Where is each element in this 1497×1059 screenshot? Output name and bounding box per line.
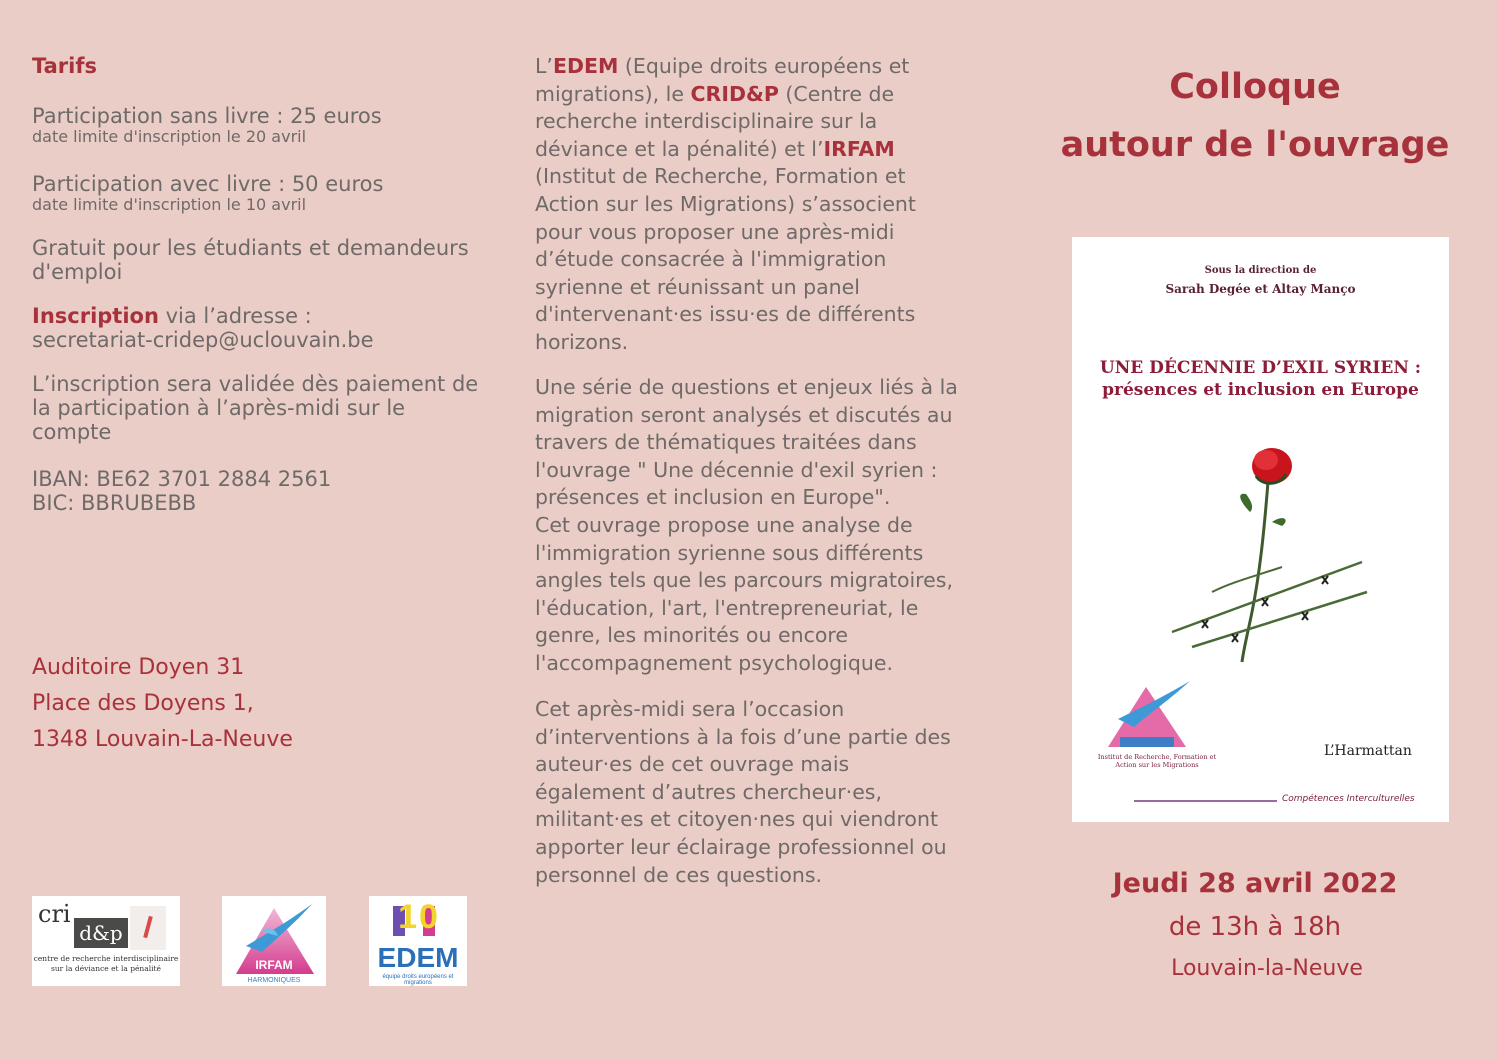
validation-line-1: L’inscription sera validée dès paiement de xyxy=(32,372,479,396)
registration-email[interactable]: secretariat-cridep@uclouvain.be xyxy=(32,328,374,352)
address-line-2: Place des Doyens 1, xyxy=(32,691,254,716)
themes-paragraph xyxy=(535,374,965,678)
inscription-text: via l’adresse : xyxy=(158,304,312,328)
cover-direction: Sous la direction de xyxy=(1204,265,1317,276)
price-without-book: Participation sans livre : 25 euros xyxy=(32,104,382,128)
cridep-logo-top: cri xyxy=(38,900,71,928)
edem-logo xyxy=(369,896,467,986)
inscription-label: Inscription xyxy=(32,304,159,328)
book-analysis-text: Cet ouvrage propose une analyse de l'immigration syrienne sous différents angles tels que les parcours migratoires, l'éducation, l'art, l'entrepreneuriat, le genre, les minorités ou encore l'accompagnement psychologique. xyxy=(535,512,953,675)
book-cover xyxy=(1072,237,1449,822)
price-without-book-deadline: date limite d'inscription le 20 avril xyxy=(32,127,307,146)
irfam-logo-sub: HARMONIQUES xyxy=(247,977,301,984)
address-line-1: Auditoire Doyen 31 xyxy=(32,655,245,680)
iban: IBAN: BE62 3701 2884 2561 xyxy=(32,467,332,491)
cover-collection: Compétences Interculturelles xyxy=(1282,794,1415,804)
event-title-line-2: autour de l'ouvrage xyxy=(1060,125,1450,165)
free-line-1: Gratuit pour les étudiants et demandeurs xyxy=(32,236,469,260)
intro-text-segment: L’ xyxy=(535,54,553,78)
cover-title-line-1: UNE DÉCENNIE D’EXIL SYRIEN : xyxy=(1099,358,1422,378)
cridep-logo-caption xyxy=(32,954,180,974)
irfam-logo xyxy=(222,896,326,986)
edem-logo-number: 10 xyxy=(398,898,440,936)
price-with-book: Participation avec livre : 50 euros xyxy=(32,172,384,196)
intro-paragraph xyxy=(535,53,965,357)
org-name-irfam: IRFAM xyxy=(823,136,895,161)
themes-text: Une série de questions et enjeux liés à la migration seront analysés et discutés au travers de thématiques traitées dans l'ouvrage " Une décennie d'exil syrien : présences et inclusion en Europe". xyxy=(535,375,958,510)
price-with-book-deadline: date limite d'inscription le 10 avril xyxy=(32,195,307,214)
cridep-logo xyxy=(32,896,180,986)
cover-authors: Sarah Degée et Altay Manço xyxy=(1165,282,1356,296)
cridep-logo-sub2: sur la déviance et la pénalité xyxy=(51,964,161,973)
irfam-triangle-icon xyxy=(222,896,326,986)
intro-text-segment: (Centre de recherche interdisciplinaire sur la déviance et la pénalité) et l’ xyxy=(535,81,895,161)
address-line-3: 1348 Louvain-La-Neuve xyxy=(32,727,293,752)
tarifs-heading: Tarifs xyxy=(32,54,97,78)
event-date: Jeudi 28 avril 2022 xyxy=(1112,868,1398,899)
rose-barbed-wire-icon xyxy=(1152,442,1382,672)
bic: BIC: BBRUBEBB xyxy=(32,491,197,515)
interventions-paragraph: Cet après-midi sera l’occasion d’interventions à la fois d’une partie des auteur·es de cet ouvrage mais également d’autres chercheur·es, militant·es et citoyen·nes qui viendront apporter leur éclairage professionnel ou personnel de ces questions. xyxy=(535,697,951,887)
event-time: de 13h à 18h xyxy=(1168,912,1342,942)
cridep-logo-sub1: centre de recherche interdisciplinaire xyxy=(33,954,179,963)
cover-divider xyxy=(1134,800,1277,802)
org-name-edem: EDEM xyxy=(552,54,619,78)
irfam-cover-logo-icon xyxy=(1090,679,1210,759)
org-name-crid-p: CRID&P xyxy=(690,81,779,106)
event-place: Louvain-la-Neuve xyxy=(1171,956,1363,981)
validation-line-2: la participation à l’après-midi sur le xyxy=(32,396,406,420)
intro-text-segment: (Equipe droits européens et migrations), le xyxy=(535,54,910,106)
cover-publisher: L’Harmattan xyxy=(1324,743,1412,759)
cover-irfam-caption: Institut de Recherche, Formation et Action sur les Migrations xyxy=(1097,753,1217,769)
irfam-logo-name: IRFAM xyxy=(255,958,293,972)
edem-logo-sub: équipe droits européens et migrations xyxy=(382,974,454,986)
event-title-line-1: Colloque xyxy=(1169,67,1341,107)
cridep-logo-mark xyxy=(130,906,166,950)
intro-text-segment: (Institut de Recherche, Formation et Action sur les Migrations) s’associent pour vous proposer une après-midi d’étude consacrée à l'immigration syrienne et réunissant un panel d'intervenant·es issu·es de différents horizons. xyxy=(535,164,916,354)
inscription-line xyxy=(32,304,312,328)
free-line-2: d'emploi xyxy=(32,260,123,284)
cridep-logo-box: d&p xyxy=(74,918,128,948)
validation-line-3: compte xyxy=(32,420,112,444)
cover-title-line-2: présences et inclusion en Europe xyxy=(1102,380,1419,400)
edem-logo-name: EDEM xyxy=(377,942,459,973)
